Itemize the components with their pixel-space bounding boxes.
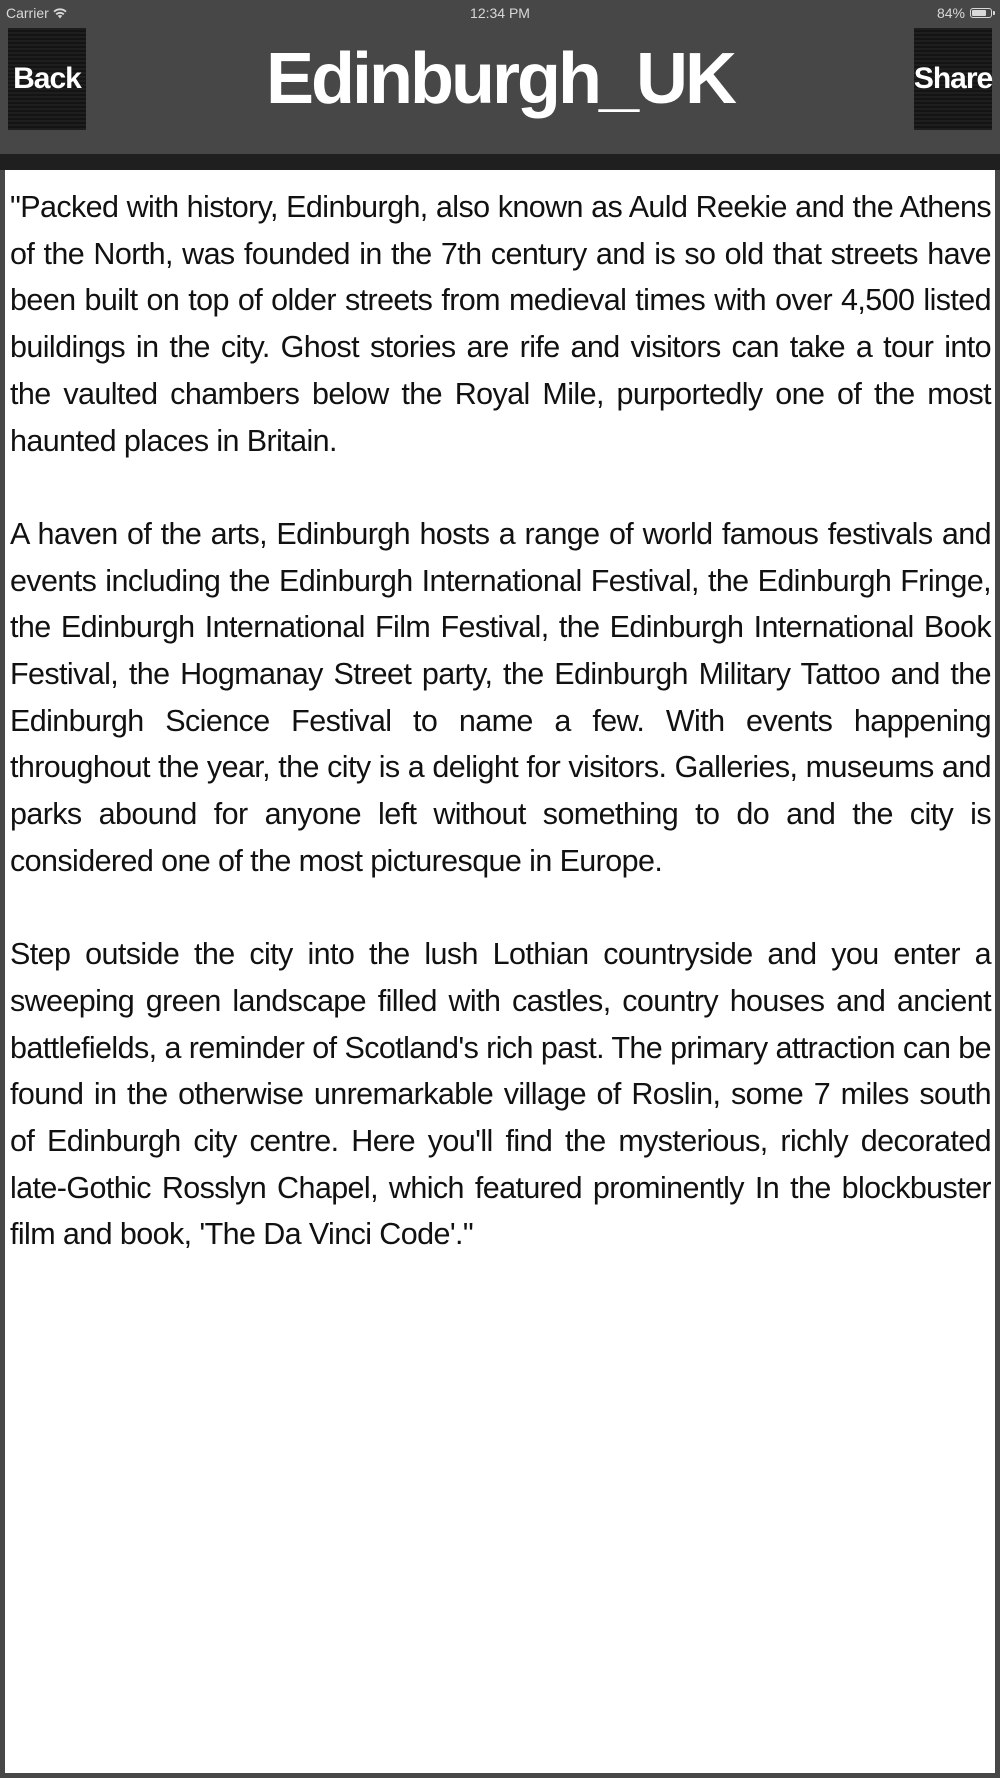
status-battery xyxy=(937,5,992,21)
battery-icon xyxy=(970,8,992,18)
navigation-bar xyxy=(0,28,1000,156)
back-button[interactable]: Back xyxy=(8,28,86,130)
status-bar xyxy=(0,0,1000,28)
nav-divider xyxy=(0,154,1000,170)
share-button[interactable]: Share xyxy=(914,28,992,130)
carrier-label: Carrier xyxy=(6,5,49,21)
paragraph-1: "Packed with history, Edinburgh, also known as Auld Reekie and the Athens of the North, was founded in the 7th century and is so old that streets have been built on top of older streets from medieval times with over 4,500 listed buildings in the city. Ghost stories are rife and visitors can take a tour into the vaulted chambers below the Royal Mile, purportedly one of the most haunted places in Britain. xyxy=(10,190,991,458)
page-title: Edinburgh_UK xyxy=(266,39,734,119)
description-text xyxy=(10,184,991,1258)
battery-percentage: 84% xyxy=(936,5,965,21)
content-text-view[interactable] xyxy=(5,170,995,1773)
battery-level-fill xyxy=(972,10,986,16)
paragraph-2: A haven of the arts, Edinburgh hosts a range of world famous festivals and events including the Edinburgh International Festival, the Edinburgh Fringe, the Edinburgh International Film Festival, the Edinburgh International Book Festival, the Hogmanay Street party, the Edinburgh Military Tattoo and the Edinburgh Science Festival to name a few. With events happening throughout the year, the city is a delight for visitors. Galleries, museums and parks abound for anyone left without something to do and the city is considered one of the most picturesque in Europe. xyxy=(10,516,991,878)
paragraph-3: Step outside the city into the lush Lothian countryside and you enter a sweeping green landscape filled with castles, country houses and ancient battlefields, a reminder of Scotland's rich past. The primary attraction can be found in the otherwise unremarkable village of Roslin, some 7 miles south of Edinburgh city centre. Here you'll find the mysterious, richly decorated late-Gothic Rosslyn Chapel, which featured prominently In the blockbuster film and book, 'The Da Vinci Code'." xyxy=(10,937,991,1252)
status-time: 12:34 PM xyxy=(470,5,530,21)
